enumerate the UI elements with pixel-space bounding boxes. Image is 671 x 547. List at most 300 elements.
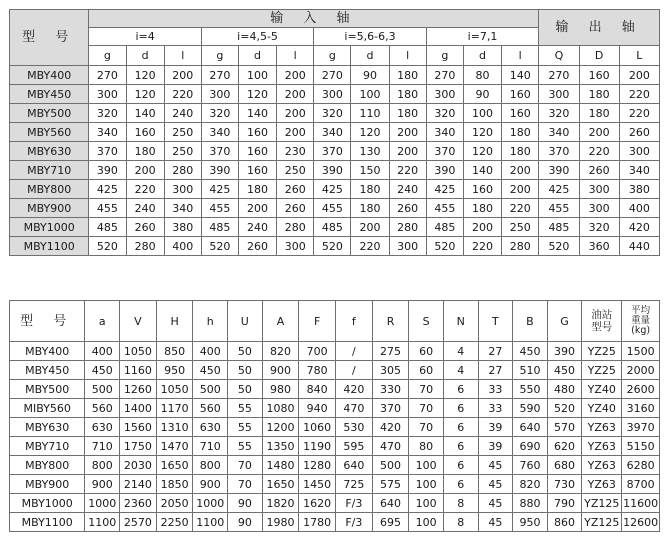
value-cell: 280 [164,161,201,180]
model-cell: MBY630 [10,418,85,437]
value-cell: 455 [89,199,126,218]
dimension-weight-table [9,300,660,532]
avg-weight-header [622,301,660,342]
model-cell: MBY710 [10,161,89,180]
dim-header: N [443,301,478,342]
value-cell: 260 [277,180,314,199]
value-cell: 1650 [156,456,193,475]
value-cell: 370 [426,142,463,161]
value-cell: 200 [277,85,314,104]
sub-header-l-out: L [619,46,659,66]
value-cell: 340 [164,199,201,218]
value-cell: 220 [619,104,659,123]
value-cell: 70 [409,418,444,437]
value-cell: 4 [443,361,478,380]
value-cell: 455 [539,199,579,218]
oil-station-header [582,301,622,342]
value-cell: 220 [351,237,389,256]
value-cell: 320 [89,104,126,123]
table-row [10,418,660,437]
table-row [10,437,660,456]
ratio-group-header: i=4 [89,28,201,46]
value-cell: 450 [193,361,228,380]
value-cell: 420 [336,380,373,399]
value-cell: 200 [164,66,201,85]
value-cell: 2250 [156,513,193,532]
value-cell: 1080 [262,399,299,418]
value-cell: 200 [389,123,426,142]
value-cell: 6 [443,380,478,399]
value-cell: 160 [126,123,164,142]
value-cell: 510 [513,361,548,380]
value-cell: 1100 [85,513,120,532]
value-cell: 200 [277,123,314,142]
value-cell: 300 [277,237,314,256]
value-cell: 330 [372,380,409,399]
value-cell: 520 [89,237,126,256]
value-cell: 160 [463,180,501,199]
value-cell: 850 [156,342,193,361]
value-cell: 485 [426,218,463,237]
value-cell: 180 [389,104,426,123]
dim-header: f [336,301,373,342]
model-header: 型 号 [10,10,89,66]
table-row [10,218,660,237]
value-cell: YZ125 [582,494,622,513]
value-cell: 120 [463,123,501,142]
value-cell: 840 [299,380,336,399]
model-cell: MBY1000 [10,218,89,237]
value-cell: 340 [426,123,463,142]
value-cell: 1170 [156,399,193,418]
value-cell: 180 [126,142,164,161]
value-cell: 710 [85,437,120,456]
value-cell: 160 [502,104,539,123]
value-cell: 305 [372,361,409,380]
value-cell: 1750 [120,437,157,456]
value-cell: YZ63 [582,456,622,475]
value-cell: 360 [579,237,619,256]
value-cell: 70 [228,475,263,494]
value-cell: 710 [193,437,228,456]
value-cell: 560 [193,399,228,418]
value-cell: 120 [126,66,164,85]
value-cell: 300 [539,85,579,104]
value-cell: 240 [164,104,201,123]
value-cell: 1350 [262,437,299,456]
value-cell: 200 [502,180,539,199]
value-cell: 455 [201,199,238,218]
value-cell: 1500 [622,342,660,361]
avg-weight-label-line1: 平均 [631,305,651,316]
value-cell: 790 [547,494,582,513]
value-cell: 6 [443,475,478,494]
value-cell: 90 [351,66,389,85]
value-cell: 12600 [622,513,660,532]
value-cell: 1620 [299,494,336,513]
input-shaft-header: 输 入 轴 [89,10,539,28]
value-cell: 950 [156,361,193,380]
value-cell: 8700 [622,475,660,494]
dim-header: R [372,301,409,342]
sub-header-l: l [164,46,201,66]
value-cell: 900 [85,475,120,494]
value-cell: 455 [426,199,463,218]
dim-header: F [299,301,336,342]
value-cell: 2030 [120,456,157,475]
value-cell: 455 [314,199,351,218]
value-cell: 120 [126,85,164,104]
value-cell: 180 [502,142,539,161]
value-cell: 370 [539,142,579,161]
value-cell: 900 [193,475,228,494]
value-cell: 440 [619,237,659,256]
value-cell: 260 [238,237,276,256]
value-cell: 55 [228,418,263,437]
value-cell: 340 [314,123,351,142]
value-cell: 60 [409,361,444,380]
value-cell: 320 [201,104,238,123]
value-cell: 570 [547,418,582,437]
value-cell: 940 [299,399,336,418]
value-cell: 200 [277,104,314,123]
table-row [10,142,660,161]
ratio-group-header: i=4,5-5 [201,28,313,46]
value-cell: 160 [238,123,276,142]
dim-header: V [120,301,157,342]
value-cell: 1050 [120,342,157,361]
value-cell: YZ25 [582,361,622,380]
value-cell: 820 [513,475,548,494]
model-cell: MBY800 [10,456,85,475]
table-row [10,104,660,123]
dim-header: T [478,301,513,342]
value-cell: 120 [463,142,501,161]
value-cell: 520 [547,399,582,418]
value-cell: 220 [579,142,619,161]
value-cell: 695 [372,513,409,532]
value-cell: 480 [547,380,582,399]
value-cell: 380 [619,180,659,199]
value-cell: 45 [478,513,513,532]
sub-header-l: l [389,46,426,66]
value-cell: 390 [547,342,582,361]
value-cell: 690 [513,437,548,456]
value-cell: 880 [513,494,548,513]
value-cell: 725 [336,475,373,494]
value-cell: 320 [314,104,351,123]
value-cell: 640 [513,418,548,437]
value-cell: / [336,342,373,361]
value-cell: 370 [201,142,238,161]
value-cell: 5150 [622,437,660,456]
value-cell: 180 [238,180,276,199]
sub-header-g: g [89,46,126,66]
value-cell: 200 [351,218,389,237]
value-cell: 200 [619,66,659,85]
value-cell: 1470 [156,437,193,456]
value-cell: 160 [502,85,539,104]
dim-header: U [228,301,263,342]
value-cell: 1200 [262,418,299,437]
value-cell: YZ63 [582,418,622,437]
value-cell: 220 [619,85,659,104]
value-cell: 100 [409,494,444,513]
value-cell: 100 [463,104,501,123]
value-cell: 760 [513,456,548,475]
value-cell: 340 [539,123,579,142]
value-cell: 860 [547,513,582,532]
value-cell: 120 [351,123,389,142]
value-cell: 8 [443,494,478,513]
value-cell: YZ25 [582,342,622,361]
table-row [10,180,660,199]
model-cell: MBY900 [10,475,85,494]
value-cell: YZ63 [582,437,622,456]
value-cell: 180 [463,199,501,218]
value-cell: 45 [478,475,513,494]
value-cell: 275 [372,342,409,361]
value-cell: 400 [85,342,120,361]
value-cell: 280 [502,237,539,256]
value-cell: 150 [351,161,389,180]
value-cell: 280 [277,218,314,237]
sub-header-d: d [463,46,501,66]
value-cell: 425 [201,180,238,199]
table-row [10,123,660,142]
model-cell: MBY450 [10,85,89,104]
dim-header: h [193,301,228,342]
model-cell: MBY900 [10,199,89,218]
value-cell: 260 [619,123,659,142]
value-cell: 2360 [120,494,157,513]
oil-station-label-line2: 型号 [591,321,613,333]
table-row [10,475,660,494]
value-cell: 6280 [622,456,660,475]
value-cell: 280 [389,218,426,237]
value-cell: 33 [478,380,513,399]
value-cell: 260 [126,218,164,237]
output-shaft-header: 输 出 轴 [539,10,660,46]
value-cell: 485 [201,218,238,237]
value-cell: 180 [579,104,619,123]
sub-header-l: l [277,46,314,66]
value-cell: 485 [89,218,126,237]
value-cell: 270 [314,66,351,85]
table-row [10,66,660,85]
value-cell: 140 [463,161,501,180]
sub-header-g: g [201,46,238,66]
value-cell: 400 [619,199,659,218]
value-cell: 500 [193,380,228,399]
value-cell: 520 [426,237,463,256]
value-cell: 250 [502,218,539,237]
value-cell: 230 [277,142,314,161]
value-cell: 300 [579,180,619,199]
value-cell: 730 [547,475,582,494]
value-cell: 6 [443,418,478,437]
model-cell: MBY1100 [10,513,85,532]
value-cell: 640 [372,494,409,513]
model-cell: MBY630 [10,142,89,161]
sub-header-l: l [502,46,539,66]
value-cell: 390 [426,161,463,180]
dim-header: S [409,301,444,342]
value-cell: 390 [201,161,238,180]
value-cell: YZ40 [582,380,622,399]
value-cell: 110 [351,104,389,123]
value-cell: 700 [299,342,336,361]
avg-weight-unit: (kg) [631,325,651,336]
sub-header-d: d [351,46,389,66]
table-row [10,361,660,380]
value-cell: 1980 [262,513,299,532]
value-cell: 240 [126,199,164,218]
value-cell: 2050 [156,494,193,513]
dim-header: B [513,301,548,342]
value-cell: 240 [389,180,426,199]
value-cell: 200 [277,66,314,85]
value-cell: 2000 [622,361,660,380]
value-cell: 260 [277,199,314,218]
value-cell: 55 [228,399,263,418]
value-cell: 50 [228,361,263,380]
model-cell: MBY1000 [10,494,85,513]
value-cell: 390 [314,161,351,180]
value-cell: 820 [262,342,299,361]
table-row [10,494,660,513]
table-row [10,380,660,399]
value-cell: 390 [89,161,126,180]
value-cell: 70 [228,456,263,475]
model-cell: MBY710 [10,437,85,456]
value-cell: YZ125 [582,513,622,532]
value-cell: / [336,361,373,380]
model-cell: MBY450 [10,361,85,380]
value-cell: 270 [201,66,238,85]
value-cell: 370 [372,399,409,418]
value-cell: 39 [478,437,513,456]
value-cell: 520 [201,237,238,256]
value-cell: 100 [351,85,389,104]
value-cell: 370 [314,142,351,161]
value-cell: 1400 [120,399,157,418]
value-cell: 220 [164,85,201,104]
value-cell: 400 [164,237,201,256]
value-cell: 180 [579,85,619,104]
value-cell: 450 [547,361,582,380]
value-cell: 6 [443,456,478,475]
value-cell: 260 [389,199,426,218]
value-cell: 680 [547,456,582,475]
sub-header-d: d [238,46,276,66]
value-cell: 39 [478,418,513,437]
value-cell: 200 [389,142,426,161]
value-cell: 2600 [622,380,660,399]
value-cell: 45 [478,494,513,513]
value-cell: 520 [539,237,579,256]
value-cell: 140 [238,104,276,123]
value-cell: 250 [164,123,201,142]
value-cell: YZ63 [582,475,622,494]
value-cell: 1560 [120,418,157,437]
value-cell: 640 [336,456,373,475]
value-cell: 27 [478,361,513,380]
value-cell: 800 [193,456,228,475]
value-cell: 500 [85,380,120,399]
value-cell: 70 [409,399,444,418]
value-cell: 425 [89,180,126,199]
value-cell: 1000 [193,494,228,513]
value-cell: 55 [228,437,263,456]
value-cell: 320 [539,104,579,123]
value-cell: 200 [579,123,619,142]
value-cell: 320 [426,104,463,123]
value-cell: 300 [89,85,126,104]
value-cell: 180 [351,180,389,199]
value-cell: 120 [238,85,276,104]
value-cell: 6 [443,399,478,418]
value-cell: YZ40 [582,399,622,418]
value-cell: 140 [502,66,539,85]
value-cell: 950 [513,513,548,532]
value-cell: 220 [126,180,164,199]
model-cell: MBY500 [10,104,89,123]
value-cell: 60 [409,342,444,361]
value-cell: 80 [409,437,444,456]
dim-header: H [156,301,193,342]
model-header-2: 型 号 [10,301,85,342]
value-cell: 100 [409,475,444,494]
value-cell: 180 [389,66,426,85]
value-cell: 1050 [156,380,193,399]
sub-header-d: d [126,46,164,66]
value-cell: 1450 [299,475,336,494]
value-cell: 1310 [156,418,193,437]
value-cell: 300 [201,85,238,104]
model-cell: MBY1100 [10,237,89,256]
value-cell: 33 [478,399,513,418]
value-cell: 630 [193,418,228,437]
value-cell: 300 [619,142,659,161]
value-cell: 425 [314,180,351,199]
value-cell: F/3 [336,513,373,532]
value-cell: 140 [126,104,164,123]
table-row [10,237,660,256]
value-cell: 1650 [262,475,299,494]
value-cell: 1780 [299,513,336,532]
value-cell: 1480 [262,456,299,475]
table-row [10,342,660,361]
input-output-shaft-table [9,9,660,256]
value-cell: 180 [351,199,389,218]
value-cell: 485 [539,218,579,237]
value-cell: F/3 [336,494,373,513]
value-cell: 80 [463,66,501,85]
value-cell: 800 [85,456,120,475]
value-cell: 300 [426,85,463,104]
value-cell: 595 [336,437,373,456]
value-cell: 300 [314,85,351,104]
value-cell: 450 [513,342,548,361]
value-cell: 980 [262,380,299,399]
value-cell: 11600 [622,494,660,513]
value-cell: 630 [85,418,120,437]
sub-header-g: g [314,46,351,66]
value-cell: 8 [443,513,478,532]
model-cell: MBY500 [10,380,85,399]
value-cell: 100 [238,66,276,85]
